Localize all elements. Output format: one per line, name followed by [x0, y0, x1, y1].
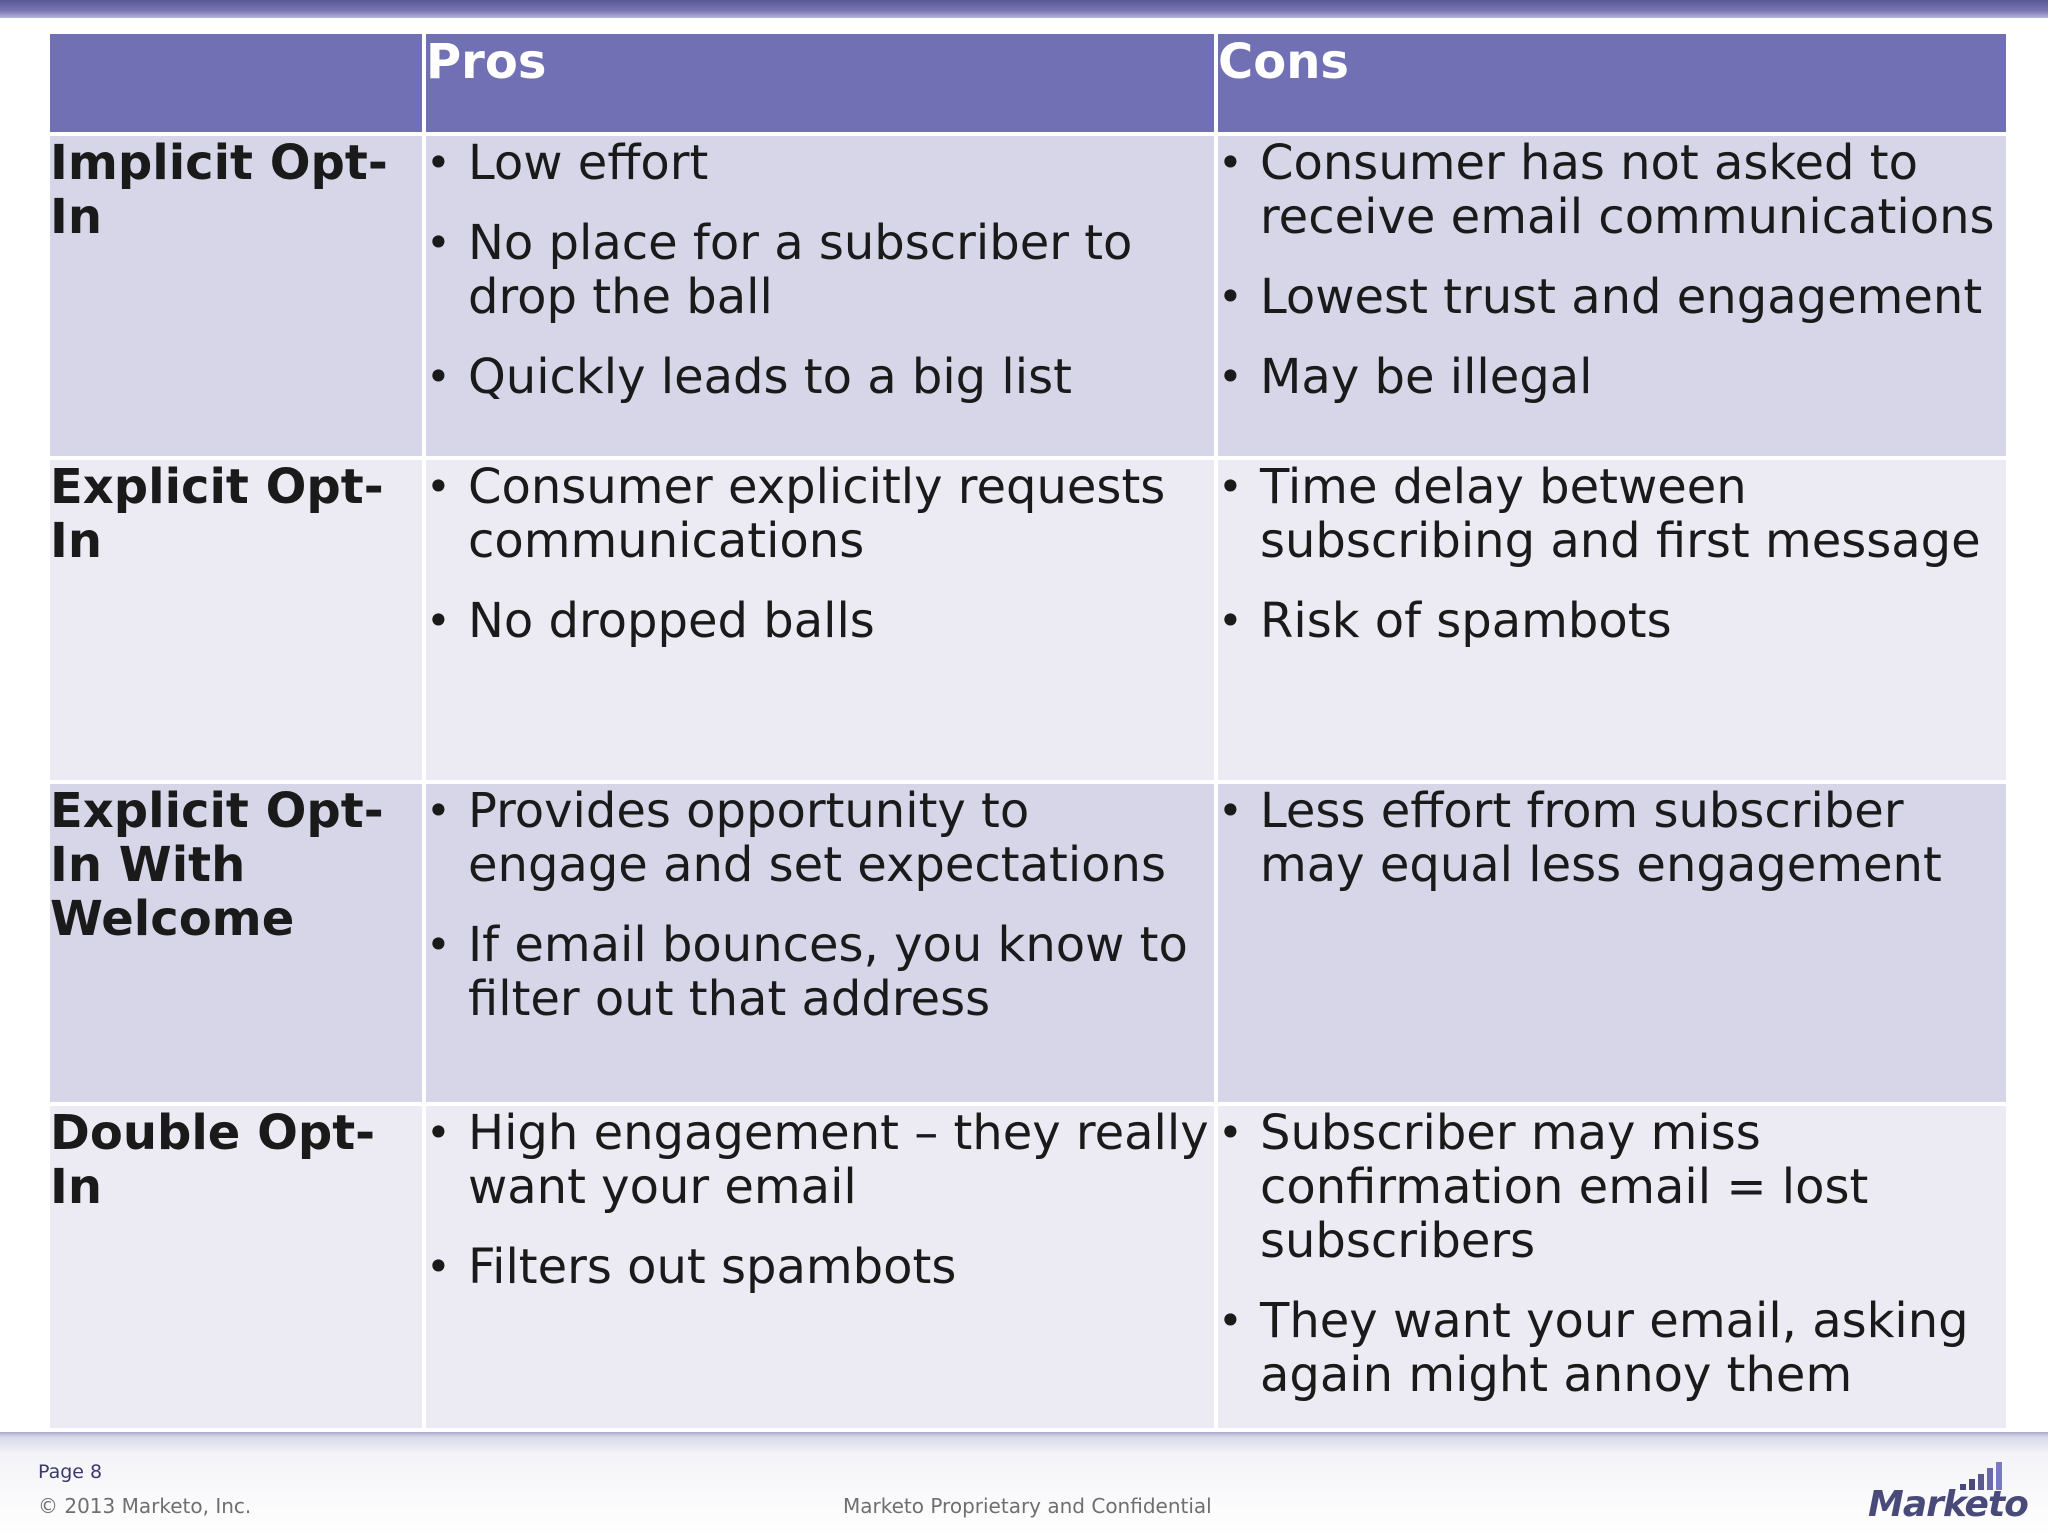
comparison-table [46, 30, 2010, 1432]
top-accent-bar [0, 0, 2048, 18]
row-label [48, 782, 424, 1104]
page-number: Page 8 [38, 1461, 103, 1483]
list-item: • Quickly leads to a big list [426, 350, 1214, 404]
pros-list [426, 136, 1214, 404]
row-label-text: Double Opt-In [50, 1105, 376, 1215]
table-row [48, 1104, 2008, 1430]
pros-list [426, 460, 1214, 648]
pros-cell [424, 134, 1216, 458]
row-label [48, 1104, 424, 1430]
cons-cell [1216, 1104, 2008, 1430]
table-row [48, 782, 2008, 1104]
cons-cell [1216, 458, 2008, 782]
list-item: • If email bounces, you know to filter out that address [426, 918, 1214, 1026]
cons-list [1218, 136, 2006, 404]
list-item: • May be illegal [1218, 350, 2006, 404]
list-item: • High engagement – they really want your email [426, 1106, 1214, 1214]
row-label-text: Implicit Opt-In [50, 135, 388, 245]
cons-cell [1216, 782, 2008, 1104]
cons-list [1218, 460, 2006, 648]
footer-band [0, 1432, 2048, 1536]
list-item: • Time delay between subscribing and first message [1218, 460, 2006, 568]
list-item: • No place for a subscriber to drop the ball [426, 216, 1214, 324]
cons-list [1218, 1106, 2006, 1402]
table-row [48, 134, 2008, 458]
row-label-text: Explicit Opt-In With Welcome [50, 783, 384, 947]
row-label [48, 134, 424, 458]
list-item: • No dropped balls [426, 594, 1214, 648]
header-pros: Pros [424, 32, 1216, 134]
list-item: • Consumer explicitly requests communications [426, 460, 1214, 568]
pros-list [426, 1106, 1214, 1294]
list-item: • They want your email, asking again might annoy them [1218, 1294, 2006, 1402]
list-item: • Risk of spambots [1218, 594, 2006, 648]
list-item: • Consumer has not asked to receive email communications [1218, 136, 2006, 244]
table-row [48, 458, 2008, 782]
list-item: • Filters out spambots [426, 1240, 1214, 1294]
logo-wordmark: Marketo [1868, 1484, 2028, 1525]
list-item: • Less effort from subscriber may equal less engagement [1218, 784, 2006, 892]
list-item: • Low effort [426, 136, 1214, 190]
confidential-notice: Marketo Proprietary and Confidential [843, 1494, 1212, 1518]
row-label-text: Explicit Opt-In [50, 459, 384, 569]
pros-list [426, 784, 1214, 1026]
pros-cell [424, 458, 1216, 782]
pros-cell [424, 1104, 1216, 1430]
list-item: • Provides opportunity to engage and set expectations [426, 784, 1214, 892]
header-blank-cell [48, 32, 424, 134]
row-label [48, 458, 424, 782]
cons-list [1218, 784, 2006, 892]
pros-cell [424, 782, 1216, 1104]
cons-cell [1216, 134, 2008, 458]
list-item: • Lowest trust and engagement [1218, 270, 2006, 324]
table-header-row [48, 32, 2008, 134]
list-item: • Subscriber may miss confirmation email = lost subscribers [1218, 1106, 2006, 1268]
header-cons: Cons [1216, 32, 2008, 134]
marketo-logo [1868, 1462, 2028, 1525]
copyright-text: © 2013 Marketo, Inc. [38, 1494, 252, 1518]
